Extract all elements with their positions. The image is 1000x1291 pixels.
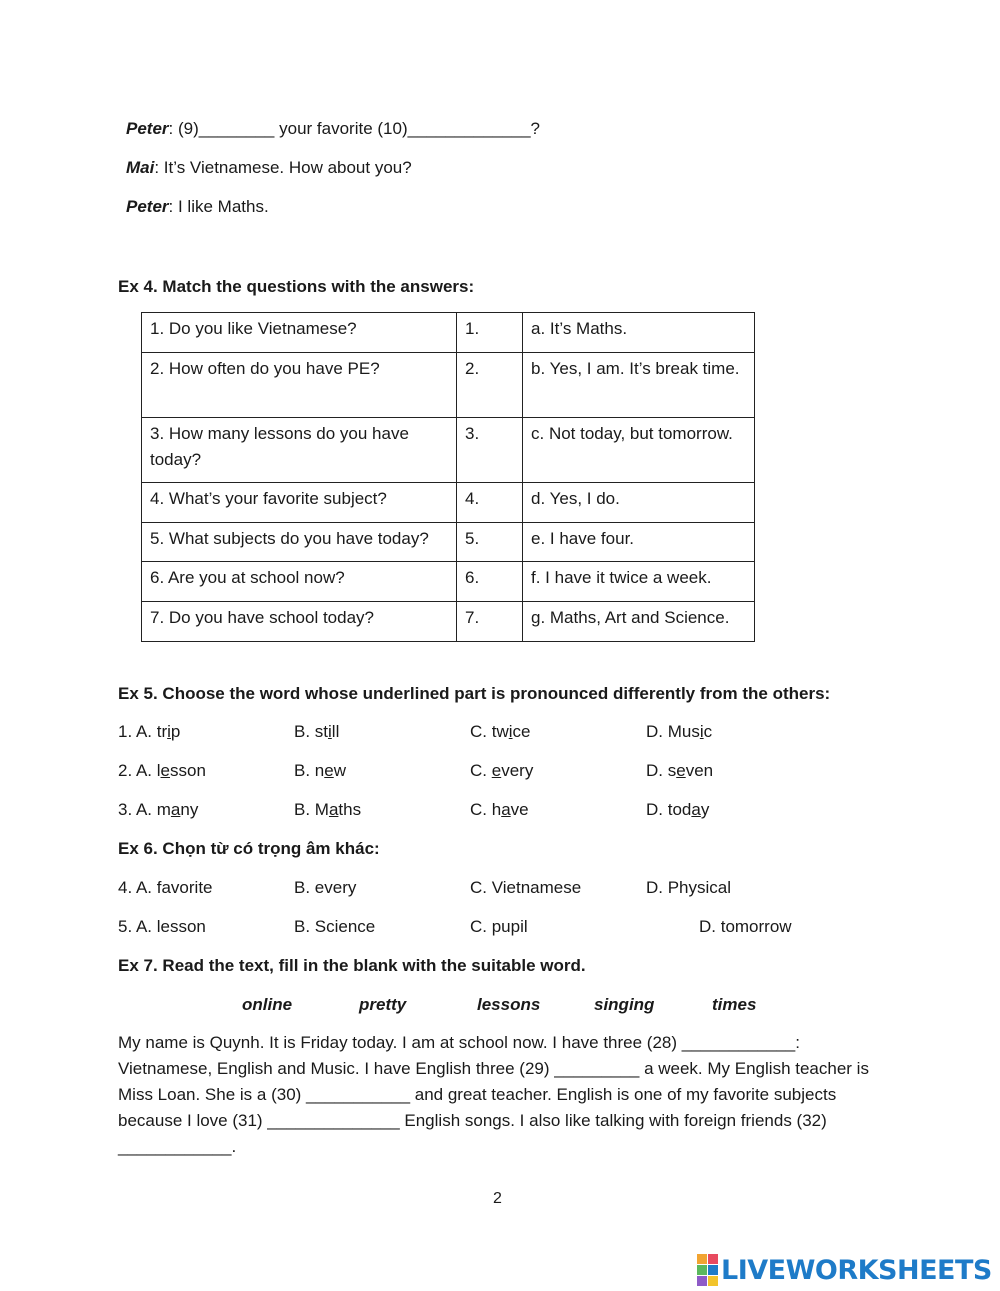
option-text: D. s — [646, 761, 677, 780]
option-text: p — [170, 722, 181, 741]
option-text: B. n — [294, 761, 325, 780]
liveworksheets-logo — [697, 1254, 992, 1286]
ex5-option-3a[interactable] — [118, 800, 198, 820]
underlined-part: e — [491, 761, 502, 780]
table-row — [142, 483, 755, 523]
ex7-paragraph: My name is Quynh. It is Friday today. I am at school now. I have three (28) ____________: Vietnamese, English and Music. I have English three (29) _________ a week. My English teacher is Miss Loan. She is a (30) ___________ and great teacher. English is one of my favorite subjects because I love (31) ______________ English songs. I also like talking with foreign friends (32) ____________. — [118, 1033, 869, 1156]
option-text: very — [501, 761, 534, 780]
answer-slot[interactable]: 1. — [457, 313, 523, 353]
word-bank-item: times — [712, 995, 757, 1014]
option-text: D. tod — [646, 800, 692, 819]
option-text: ve — [510, 800, 529, 819]
question-cell: 5. What subjects do you have today? — [142, 523, 457, 562]
answer-slot[interactable]: 3. — [457, 418, 523, 483]
option-text: D. Mus — [646, 722, 700, 741]
option-text: ll — [331, 722, 340, 741]
answer-cell: c. Not today, but tomorrow. — [523, 418, 755, 483]
underlined-part: a — [501, 800, 511, 819]
ex5-option-1a[interactable] — [118, 722, 180, 742]
question-cell: 2. How often do you have PE? — [142, 353, 457, 418]
option-text: ven — [685, 761, 714, 780]
word-bank-item: lessons — [477, 995, 541, 1014]
dialogue-line-1 — [126, 119, 540, 139]
speaker-name: Peter — [126, 119, 169, 138]
option-text: w — [333, 761, 346, 780]
answer-slot[interactable]: 2. — [457, 353, 523, 418]
question-cell: 6. Are you at school now? — [142, 562, 457, 602]
answer-cell: e. I have four. — [523, 523, 755, 562]
ex5-option-2c[interactable] — [470, 761, 533, 781]
ex4-match-table — [141, 312, 755, 642]
option-text: sson — [170, 761, 206, 780]
dialogue-line-2 — [126, 158, 412, 178]
underlined-part: a — [691, 800, 701, 819]
option-text: 1. A. tr — [118, 722, 168, 741]
underlined-part: a — [328, 800, 339, 819]
answer-cell: g. Maths, Art and Science. — [523, 602, 755, 642]
underlined-part: i — [167, 722, 171, 741]
underlined-part: i — [699, 722, 704, 741]
option-text: ce — [512, 722, 531, 741]
answer-slot[interactable]: 4. — [457, 483, 523, 523]
dialogue-text: : (9)________ your favorite (10)_____________? — [168, 119, 540, 138]
option-text: 2. A. l — [118, 761, 161, 780]
question-cell: 4. What’s your favorite subject? — [142, 483, 457, 523]
option-text: ny — [180, 800, 199, 819]
option-text: C. — [470, 761, 492, 780]
table-row — [142, 602, 755, 642]
ex5-option-2d[interactable] — [646, 761, 713, 781]
answer-cell: a. It’s Maths. — [523, 313, 755, 353]
speaker-name: Mai — [126, 158, 155, 177]
ex5-heading: Ex 5. Choose the word whose underlined part is pronounced differently from the others: — [118, 684, 831, 703]
word-bank-item: singing — [594, 995, 655, 1014]
option-text: 3. A. m — [118, 800, 171, 819]
underlined-part: i — [508, 722, 513, 741]
ex6-option-4d[interactable]: D. Physical — [646, 878, 732, 897]
option-text: B. M — [294, 800, 329, 819]
ex5-option-1d[interactable] — [646, 722, 712, 742]
answer-slot[interactable]: 7. — [457, 602, 523, 642]
option-text: c — [703, 722, 713, 741]
table-row — [142, 313, 755, 353]
underlined-part: a — [170, 800, 181, 819]
underlined-part: e — [160, 761, 170, 780]
ex5-option-3c[interactable] — [470, 800, 529, 820]
answer-slot[interactable]: 6. — [457, 562, 523, 602]
ex6-option-5a[interactable]: 5. A. lesson — [118, 917, 206, 936]
ex6-option-5b[interactable]: B. Science — [294, 917, 376, 936]
table-row — [142, 418, 755, 483]
ex6-option-4c[interactable]: C. Vietnamese — [470, 878, 582, 897]
page-number: 2 — [493, 1190, 502, 1207]
option-text: ths — [338, 800, 362, 819]
ex6-option-5c[interactable]: C. pupil — [470, 917, 528, 936]
option-text: y — [700, 800, 710, 819]
underlined-part: e — [676, 761, 686, 780]
question-cell: 1. Do you like Vietnamese? — [142, 313, 457, 353]
ex6-option-4a[interactable]: 4. A. favorite — [118, 878, 213, 897]
dialogue-text: : It’s Vietnamese. How about you? — [154, 158, 412, 177]
answer-cell: b. Yes, I am. It’s break time. — [523, 353, 755, 418]
logo-text: LIVEWORKSHEETS — [721, 1254, 992, 1286]
underlined-part: i — [328, 722, 332, 741]
ex5-option-1c[interactable] — [470, 722, 530, 742]
ex6-heading: Ex 6. Chọn từ có trọng âm khác: — [118, 839, 380, 858]
table-row — [142, 523, 755, 562]
ex5-option-2b[interactable] — [294, 761, 346, 781]
answer-cell: d. Yes, I do. — [523, 483, 755, 523]
option-text: C. h — [470, 800, 502, 819]
answer-cell: f. I have it twice a week. — [523, 562, 755, 602]
underlined-part: e — [324, 761, 334, 780]
ex7-word-bank — [0, 995, 1000, 1019]
table-row — [142, 353, 755, 418]
question-cell: 7. Do you have school today? — [142, 602, 457, 642]
answer-slot[interactable]: 5. — [457, 523, 523, 562]
word-bank-item: pretty — [359, 995, 407, 1014]
dialogue-text: : I like Maths. — [168, 197, 269, 216]
ex5-option-1b[interactable] — [294, 722, 339, 742]
table-row — [142, 562, 755, 602]
ex4-heading: Ex 4. Match the questions with the answers: — [118, 277, 475, 296]
ex5-option-2a[interactable] — [118, 761, 206, 781]
question-cell: 3. How many lessons do you have today? — [142, 418, 457, 483]
ex7-heading: Ex 7. Read the text, fill in the blank with the suitable word. — [118, 956, 586, 975]
ex5-option-3b[interactable] — [294, 800, 361, 820]
dialogue-line-3 — [126, 197, 269, 217]
speaker-name: Peter — [126, 197, 169, 216]
logo-blocks-icon — [697, 1254, 718, 1286]
word-bank-item: online — [242, 995, 293, 1014]
option-text: C. tw — [470, 722, 509, 741]
ex6-option-5d[interactable]: D. tomorrow — [699, 917, 792, 936]
ex5-option-3d[interactable] — [646, 800, 709, 820]
ex6-option-4b[interactable]: B. every — [294, 878, 357, 897]
option-text: B. st — [294, 722, 329, 741]
